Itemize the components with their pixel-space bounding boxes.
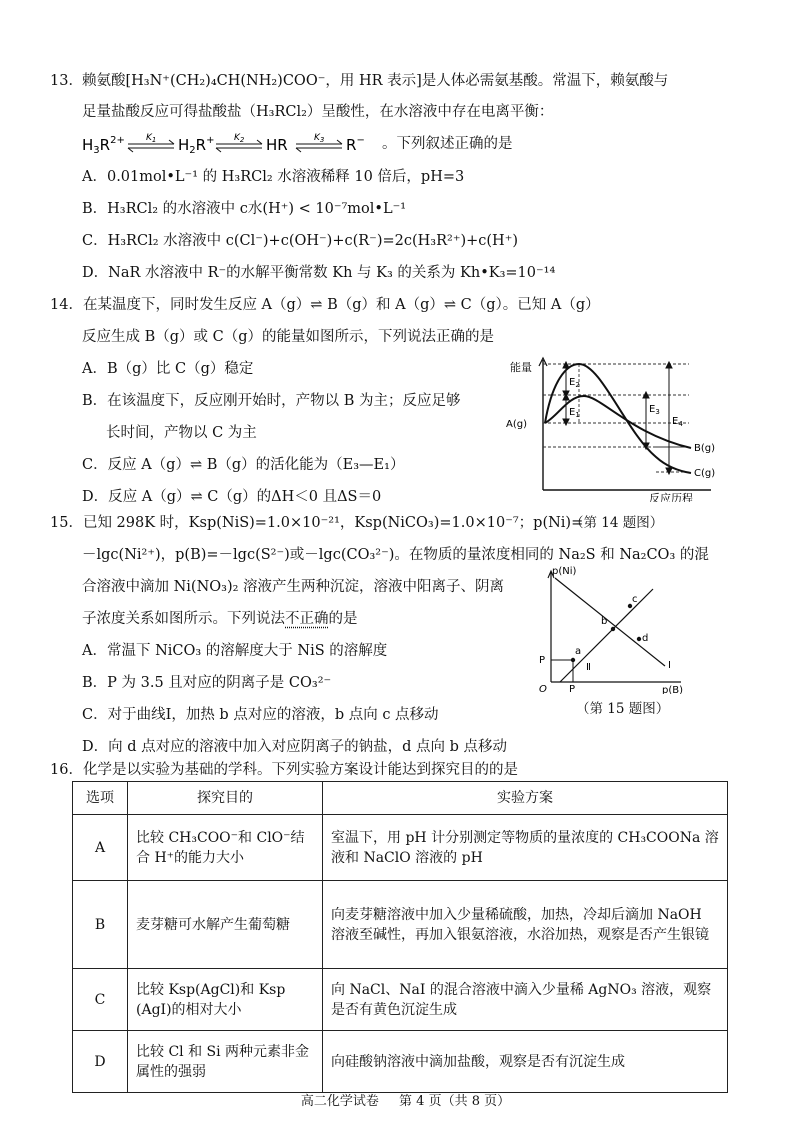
graph-x-label: p(B) <box>662 685 684 694</box>
row-b-option: B <box>73 881 128 969</box>
svg-text:H2R+: $H_2R^+$ <box>178 135 215 156</box>
svg-text:E3: $E_3$ <box>649 404 660 416</box>
q13-equilibrium-equation <box>82 128 382 158</box>
row-a-aim: 比较 CH₃COO⁻和 ClO⁻结合 H⁺的能力大小 <box>128 815 323 881</box>
q15-option-d: D．向 d 点对应的溶液中加入对应阴离子的钠盐，d 点向 b 点移动 <box>82 739 508 755</box>
q14-stem-line2: 反应生成 B（g）或 C（g）的能量如图所示，下列说法正确的是 <box>82 329 495 345</box>
row-d-option: D <box>73 1031 128 1093</box>
curve-i-label: Ⅰ <box>668 660 671 671</box>
table-row <box>73 815 728 881</box>
svg-text:K1: $K_1$ <box>146 133 157 144</box>
footer-title: 高二化学试卷 <box>300 1094 379 1109</box>
graph-p-x: P <box>569 684 576 694</box>
q15-stem-post: 的是 <box>328 611 358 627</box>
row-b-aim: 麦芽糖可水解产生葡萄糖 <box>128 881 323 969</box>
q13-option-c: C．H₃RCl₂ 水溶液中 c(Cl⁻)+c(OH⁻)+c(R⁻)=2c(H₃R²⁺)+c(H⁺) <box>82 233 519 249</box>
q14-option-d: D．反应 A（g）⇌ C（g）的ΔH＜0 且ΔS＝0 <box>82 489 382 505</box>
point-c: c <box>632 594 638 605</box>
row-a-option: A <box>73 815 128 881</box>
graph-origin: O <box>539 684 547 694</box>
q13-option-a: A．0.01mol•L⁻¹ 的 H₃RCl₂ 水溶液稀释 10 倍后，pH=3 <box>82 169 465 185</box>
q15-stem-pre: 子浓度关系如图所示。下列说法 <box>82 611 285 627</box>
curve-ii-label: Ⅱ <box>586 662 591 673</box>
row-d-plan: 向硅酸钠溶液中滴加盐酸，观察是否有沉淀生成 <box>323 1031 728 1093</box>
q15-option-b: B．P 为 3.5 且对应的阴离子是 CO₃²⁻ <box>82 675 332 691</box>
table-row <box>73 1031 728 1093</box>
svg-text:E1: $E_1$ <box>569 407 580 419</box>
q15-stem-emphasis: 不正确 <box>285 611 329 627</box>
label-c-g: C(g) <box>694 468 716 479</box>
q15-figure-caption: （第 15 题图） <box>576 701 670 717</box>
svg-text:R−: R− <box>346 135 365 154</box>
q15-option-a: A．常温下 NiCO₃ 的溶解度大于 NiS 的溶解度 <box>82 643 388 659</box>
page-footer <box>0 1090 811 1109</box>
q14-option-b-line2: 长时间，产物以 C 为主 <box>106 425 257 441</box>
x-axis-label: 反应历程 <box>649 492 693 502</box>
header-aim: 探究目的 <box>128 782 323 815</box>
table-row <box>73 881 728 969</box>
svg-text:K2: $K_2$ <box>234 133 245 144</box>
table-header-row <box>73 782 728 815</box>
row-c-option: C <box>73 969 128 1031</box>
q14-figure-caption: （第 14 题图） <box>570 515 664 531</box>
q14-stem-line1: 14．在某温度下，同时发生反应 A（g）⇌ B（g）和 A（g）⇌ C（g）。已知 A（g） <box>50 297 600 313</box>
graph-p-y: P <box>539 655 546 666</box>
row-a-plan: 室温下，用 pH 计分别测定等物质的量浓度的 CH₃COONa 溶液和 NaClO 溶液的 pH <box>323 815 728 881</box>
q14-energy-diagram <box>506 352 721 502</box>
graph-y-label: p(Ni) <box>552 566 577 577</box>
footer-page: 第 4 页（共 8 页） <box>399 1094 511 1109</box>
q13-number: 13． <box>50 73 83 89</box>
q13-stem-line1: 赖氨酸[H₃N⁺(CH₂)₄CH(NH₂)COO⁻，用 HR 表示]是人体必需氨基酸。常温下，赖氨酸与 <box>82 73 669 89</box>
q15-stem-line1: 15．已知 298K 时，Ksp(NiS)=1.0×10⁻²¹，Ksp(NiCO₃)=1.0×10⁻⁷；p(Ni)= <box>50 515 584 531</box>
q13-stem-tail: 。下列叙述正确的是 <box>382 136 513 152</box>
row-d-aim: 比较 Cl 和 Si 两种元素非金属性的强弱 <box>128 1031 323 1093</box>
header-plan: 实验方案 <box>323 782 728 815</box>
q16-stem: 16．化学是以实验为基础的学科。下列实验方案设计能达到探究目的的是 <box>50 762 518 778</box>
q15-stem-line2: －lgc(Ni²⁺)，p(B)=－lgc(S²⁻)或－lgc(CO₃²⁻)。在物质的量浓度相同的 Na₂S 和 Na₂CO₃ 的混 <box>82 547 709 563</box>
label-b-g: B(g) <box>694 443 716 454</box>
q13-option-d: D．NaR 水溶液中 R⁻的水解平衡常数 Kh 与 K₃ 的关系为 Kh•K₃=10⁻¹⁴ <box>82 265 556 281</box>
q15-stem-line4 <box>82 609 358 629</box>
svg-text:K3: $K_3$ <box>314 133 325 144</box>
row-c-plan: 向 NaCl、NaI 的混合溶液中滴入少量稀 AgNO₃ 溶液，观察是否有黄色沉淀生成 <box>323 969 728 1031</box>
svg-text:E4: $E_4$ <box>672 416 683 428</box>
y-axis-label: 能量 <box>510 361 532 374</box>
point-a: a <box>575 646 582 657</box>
q15-pni-graph <box>535 566 685 694</box>
point-d: d <box>642 633 649 644</box>
q14-option-c: C．反应 A（g）⇌ B（g）的活化能为（E₃—E₁） <box>82 457 405 473</box>
q15-option-c: C．对于曲线Ⅰ，加热 b 点对应的溶液，b 点向 c 点移动 <box>82 707 439 723</box>
svg-text:E2: $E_2$ <box>569 377 580 389</box>
q14-option-b-line1: B．在该温度下，反应刚开始时，产物以 B 为主；反应足够 <box>82 393 461 409</box>
header-option: 选项 <box>73 782 128 815</box>
q14-option-a: A．B（g）比 C（g）稳定 <box>82 361 254 377</box>
svg-text:HR: HR <box>266 136 288 154</box>
q16-experiment-table <box>72 781 728 1093</box>
svg-text:H3R2+: $H_3R^{2+}$ <box>82 135 125 156</box>
row-b-plan: 向麦芽糖溶液中加入少量稀硫酸，加热，冷却后滴加 NaOH 溶液至碱性，再加入银氨溶液，水浴加热，观察是否产生银镜 <box>323 881 728 969</box>
table-row <box>73 969 728 1031</box>
label-a-g: A(g) <box>506 419 527 430</box>
q13-stem-line2: 足量盐酸反应可得盐酸盐（H₃RCl₂）呈酸性，在水溶液中存在电离平衡： <box>82 104 554 120</box>
q15-stem-line3: 合溶液中滴加 Ni(NO₃)₂ 溶液产生两种沉淀，溶液中阳离子、阴离 <box>82 579 505 595</box>
q13-option-b: B．H₃RCl₂ 的水溶液中 c水(H⁺) < 10⁻⁷mol•L⁻¹ <box>82 201 407 217</box>
point-b: b <box>601 616 608 627</box>
row-c-aim: 比较 Ksp(AgCl)和 Ksp (AgI)的相对大小 <box>128 969 323 1031</box>
